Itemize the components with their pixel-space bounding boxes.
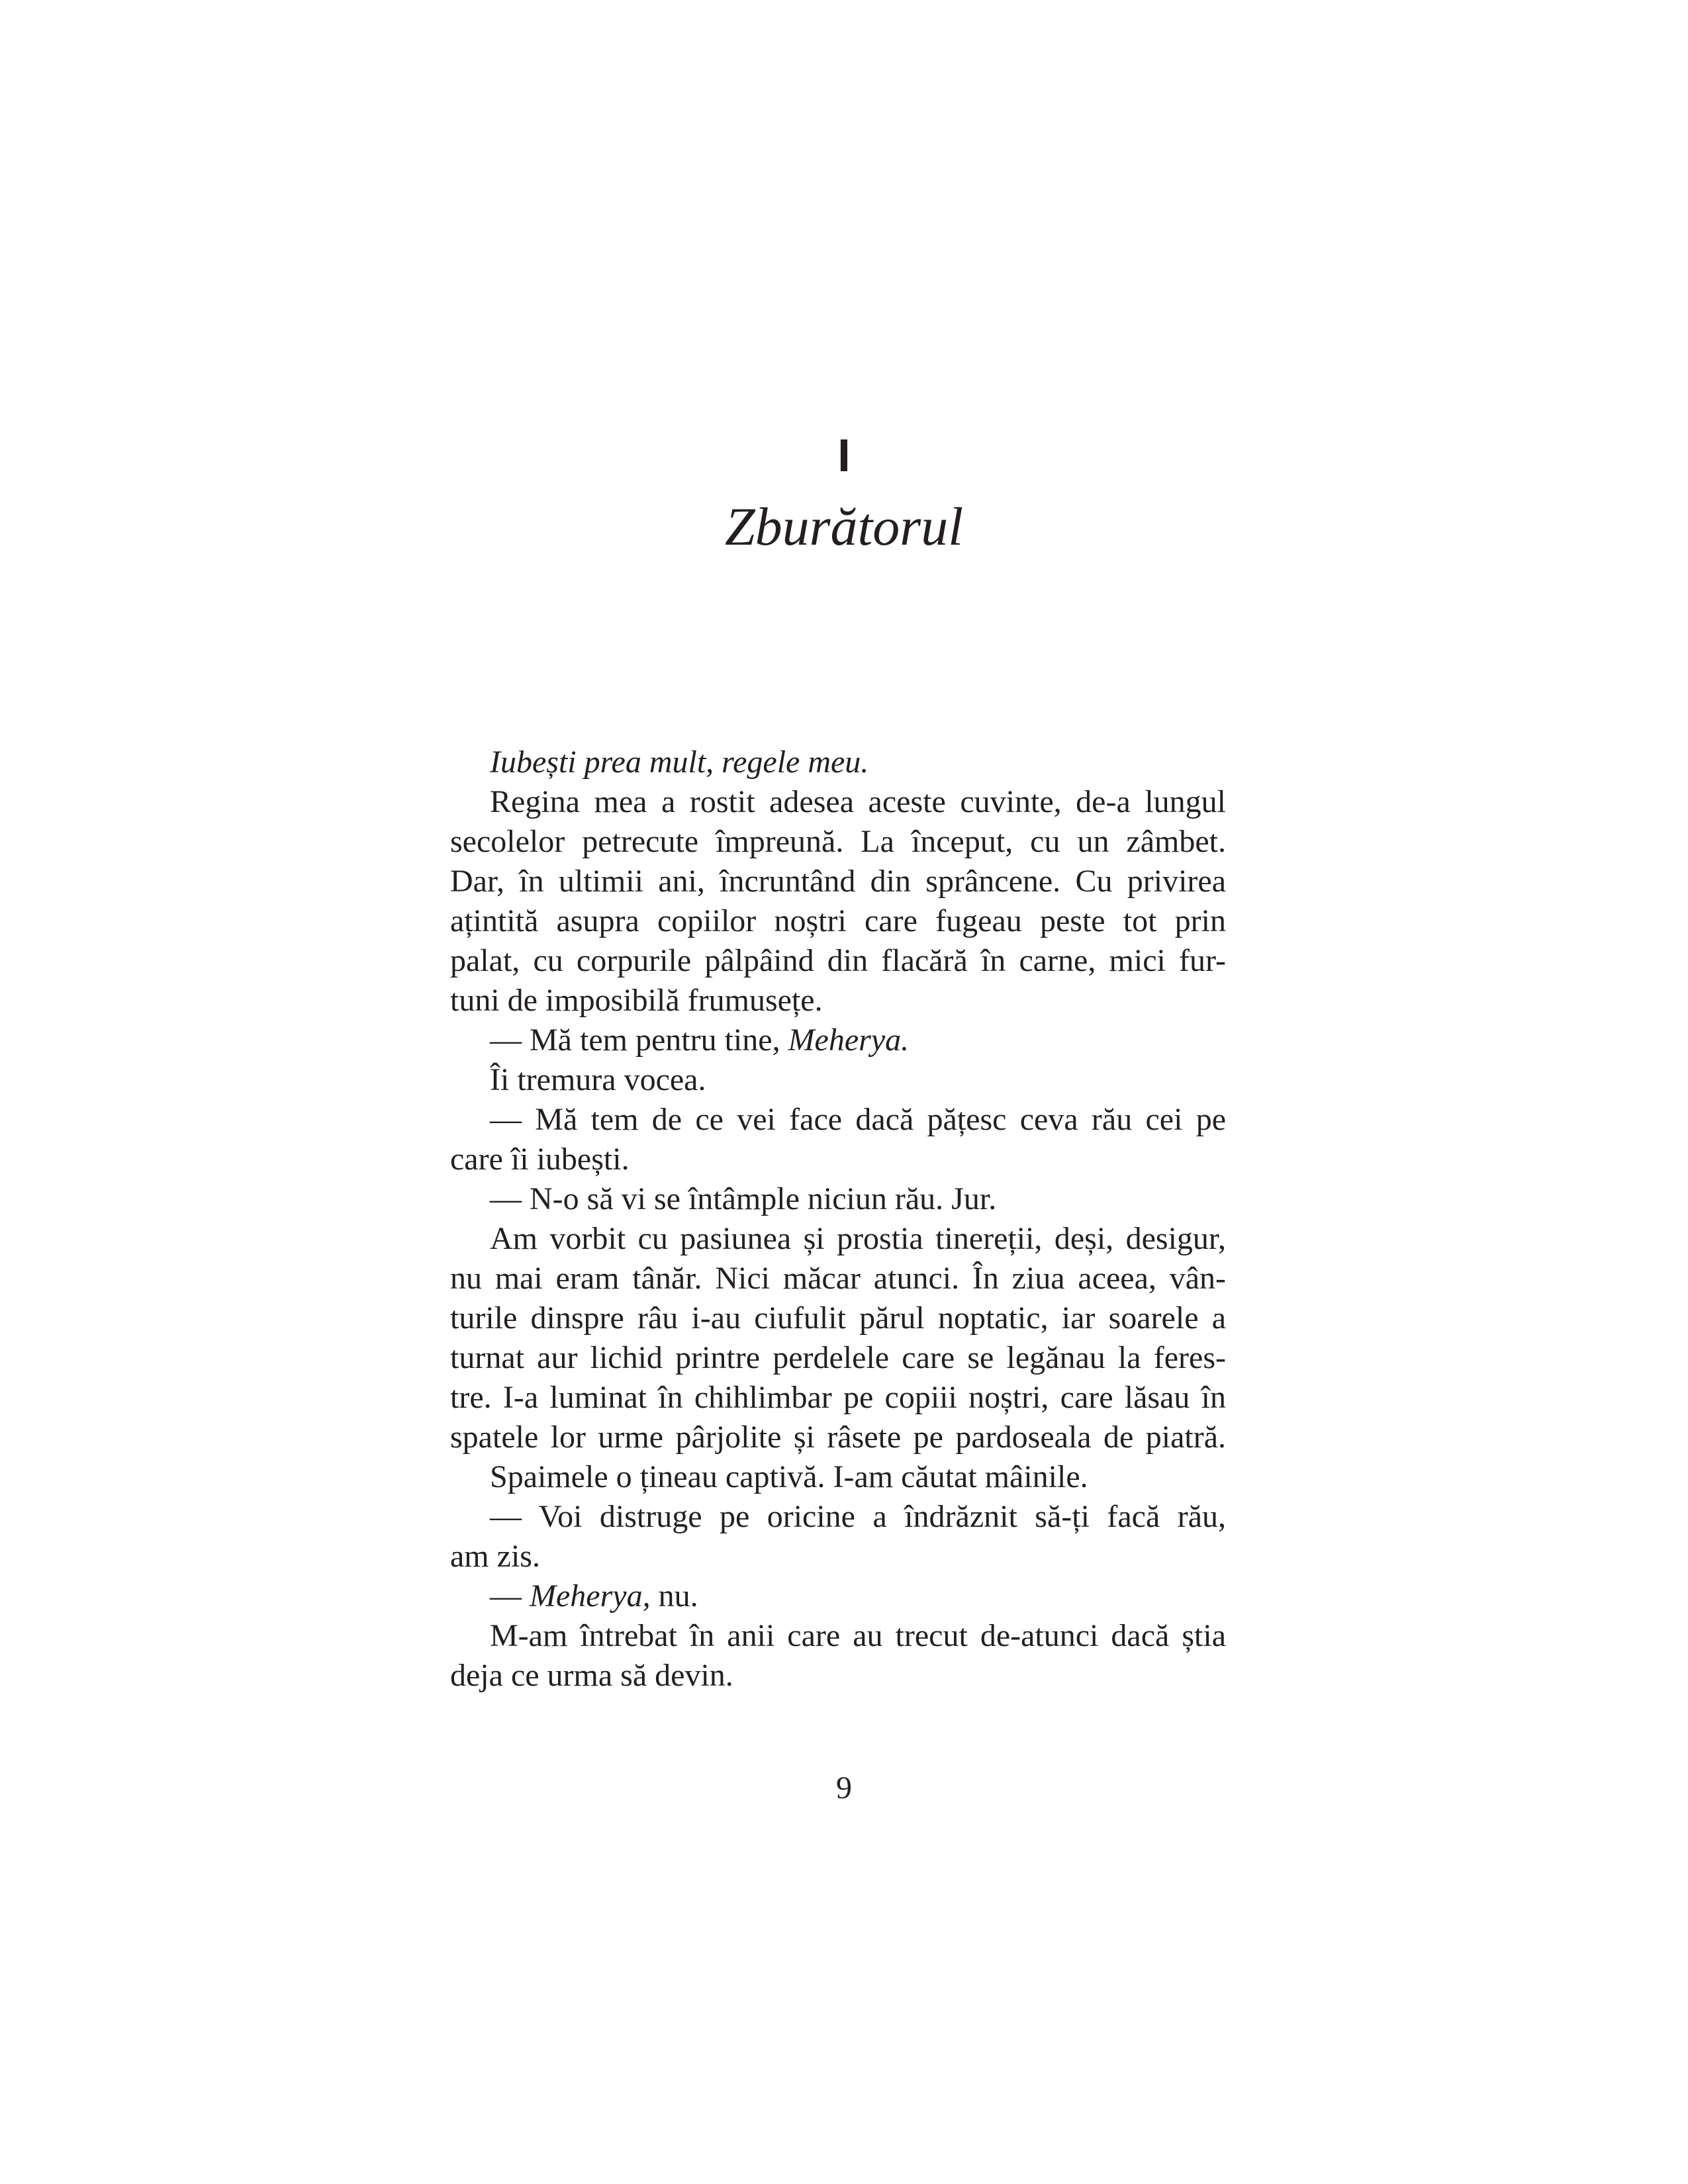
text-line	[450, 1576, 1226, 1616]
text-span: —	[490, 1578, 530, 1614]
text-line: — N-o să vi se întâmple niciun rău. Jur.	[490, 1181, 997, 1216]
text-line: care îi iubești.	[450, 1142, 630, 1177]
text-line: secolelor petrecute împreună. La început, cu un zâmbet.	[450, 824, 1226, 859]
text-span-italic: Meherya,	[530, 1578, 651, 1614]
text-span-italic: Meherya.	[788, 1023, 910, 1058]
text-line: M-am întrebat în anii care au trecut de-atunci dacă știa	[490, 1618, 1226, 1653]
text-span: — Mă tem pentru tine,	[490, 1023, 788, 1058]
body-text	[450, 743, 1226, 1696]
text-line: turnat aur lichid printre perdelele care se legănau la feres-	[450, 1340, 1226, 1375]
text-line: palat, cu corpurile pâlpâind din flacără în carne, mici fur-	[450, 943, 1226, 978]
text-line: deja ce urma să devin.	[450, 1658, 733, 1693]
page-number: 9	[836, 1770, 852, 1805]
text-line: turile dinspre râu i-au ciufulit părul noptatic, iar soarele a	[450, 1300, 1226, 1336]
text-line: Iubești prea mult, regele meu.	[490, 745, 869, 780]
text-line: Dar, în ultimii ani, încruntând din sprâncene. Cu privirea	[450, 864, 1226, 899]
text-line	[450, 1021, 1226, 1060]
text-line: Spaimele o țineau captivă. I-am căutat mâinile.	[490, 1459, 1088, 1494]
chapter-number: I	[837, 430, 851, 481]
text-line: spatele lor urme pârjolite și râsete pe pardoseala de piatră.	[450, 1420, 1226, 1455]
text-line: Am vorbit cu pasiunea și prostia tinereții, deși, desigur,	[490, 1221, 1226, 1256]
text-line: am zis.	[450, 1539, 540, 1574]
text-line: Îi tremura vocea.	[490, 1062, 706, 1097]
text-line: tuni de imposibilă frumusețe.	[450, 983, 823, 1018]
text-line: tre. I-a luminat în chihlimbar pe copiii noștri, care lăsau în	[450, 1380, 1226, 1415]
text-line: nu mai eram tânăr. Nici măcar atunci. În ziua aceea, vân-	[450, 1261, 1226, 1296]
text-line: — Mă tem de ce vei face dacă pățesc ceva rău cei pe	[490, 1102, 1226, 1137]
text-line: — Voi distruge pe oricine a îndrăznit să-ți facă rău,	[490, 1499, 1226, 1534]
text-line: Regina mea a rostit adesea aceste cuvinte, de-a lungul	[490, 784, 1226, 819]
chapter-title: Zburătorul	[725, 496, 963, 557]
text-span: nu.	[650, 1578, 698, 1614]
text-line: ațintită asupra copiilor noștri care fugeau peste tot prin	[450, 903, 1226, 938]
